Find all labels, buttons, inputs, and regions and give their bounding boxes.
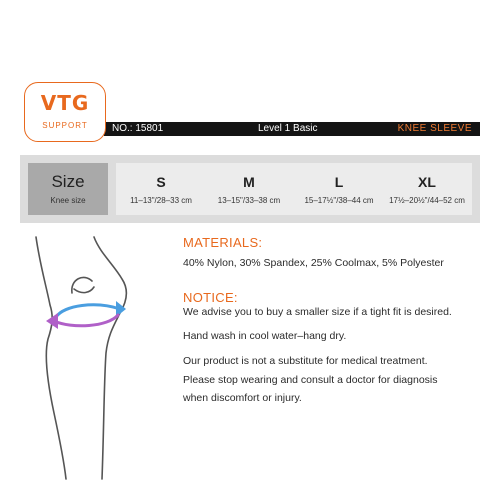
size-chart — [20, 155, 480, 223]
size-range: 17½–20½"/44–52 cm — [389, 196, 465, 205]
brand-logo — [24, 82, 106, 142]
notice-line-4: Please stop wearing and consult a doctor for diagnosis — [183, 374, 438, 386]
notice-heading: NOTICE: — [183, 290, 238, 305]
knee-measure-icon — [30, 235, 160, 480]
notice-line-3: Our product is not a substitute for medical treatment. — [183, 355, 428, 367]
support-level: Level 1 Basic — [258, 123, 318, 134]
materials-heading: MATERIALS: — [183, 235, 263, 250]
materials-text: 40% Nylon, 30% Spandex, 25% Coolmax, 5% Polyester — [183, 257, 444, 269]
size-title: Size — [51, 172, 85, 191]
logo-subtext: SUPPORT — [42, 121, 88, 130]
notice-line-2: Hand wash in cool water–hang dry. — [183, 330, 347, 342]
notice-line-1: We advise you to buy a smaller size if a tight fit is desired. — [183, 306, 452, 318]
notice-line-5: when discomfort or injury. — [183, 392, 302, 404]
size-letter: S — [156, 174, 166, 190]
size-letter: M — [243, 174, 255, 190]
size-values — [116, 163, 472, 215]
size-subtitle: Knee size — [50, 196, 86, 205]
size-column-xl — [382, 163, 472, 215]
product-header-bar — [104, 122, 480, 136]
size-range: 15–17½"/38–44 cm — [304, 196, 374, 205]
size-range: 13–15"/33–38 cm — [217, 196, 281, 205]
size-column-l — [294, 163, 384, 215]
size-letter: L — [334, 174, 344, 190]
size-letter: XL — [418, 174, 436, 190]
product-name: KNEE SLEEVE — [397, 123, 472, 134]
size-column-s — [116, 163, 206, 215]
logo-text: VTG — [40, 91, 90, 115]
size-range: 11–13"/28–33 cm — [130, 196, 192, 205]
model-number: NO.: 15801 — [112, 123, 164, 134]
size-column-m — [204, 163, 294, 215]
blue-measure-arc — [56, 305, 120, 317]
size-label-box — [28, 163, 108, 215]
purple-measure-arc — [54, 315, 118, 326]
